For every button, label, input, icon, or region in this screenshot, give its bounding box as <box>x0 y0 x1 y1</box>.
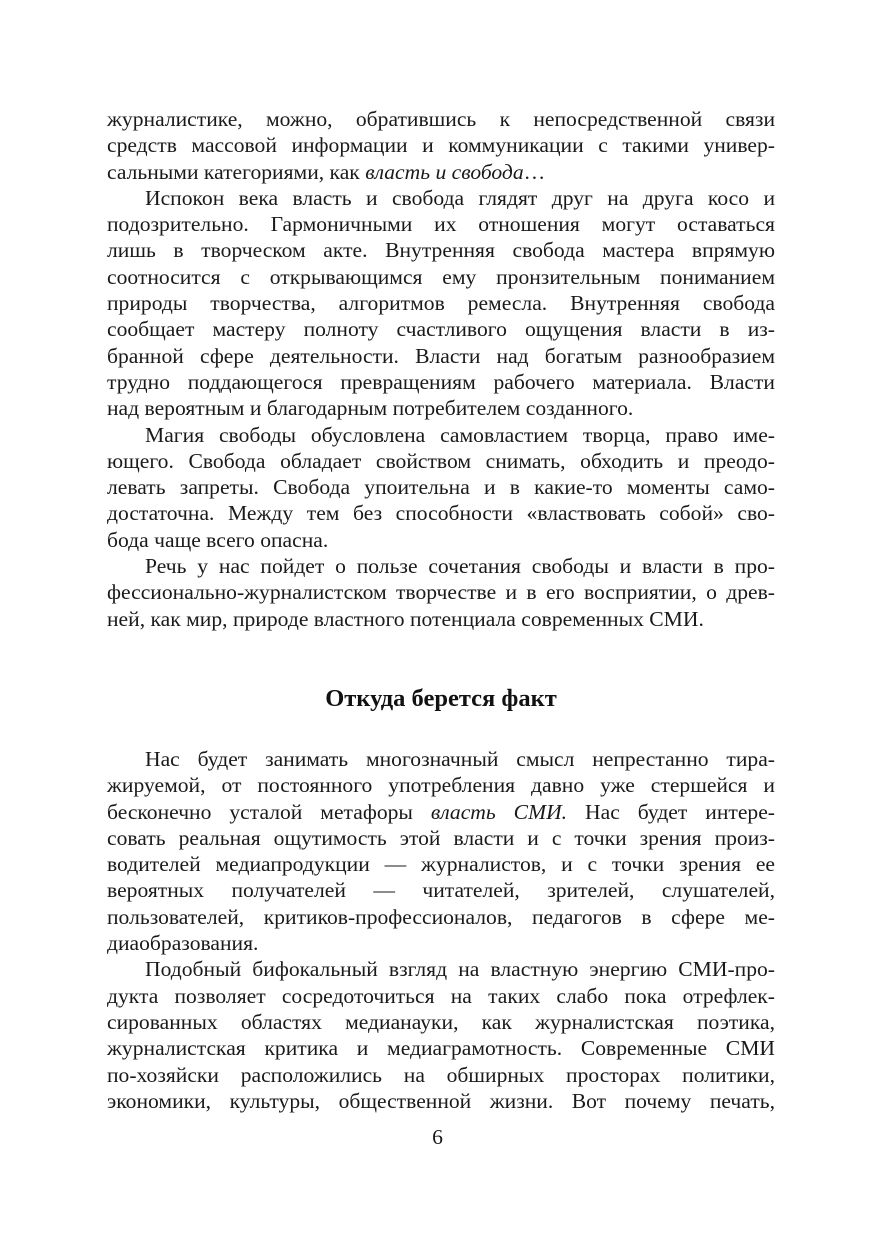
text-line: дукта позволяет сосредоточиться на таких слабо пока отрефлек- <box>107 983 775 1008</box>
italic-phrase: власть и свобода <box>365 159 524 184</box>
text-line: журналистская критика и медиаграмотность. Современные СМИ <box>107 1036 775 1061</box>
text-line: фессионально-журналистском творчестве и в его восприятии, о древ- <box>107 580 775 605</box>
paragraph <box>107 553 775 632</box>
text-line: вероятных получателей — читателей, зрителей, слушателей, <box>107 878 775 903</box>
text-line: диаобразования. <box>107 931 259 956</box>
text-line: природы творчества, алгоритмов ремесла. Внутренняя свобода <box>107 291 775 316</box>
text-fragment: сальными категориями, как <box>107 159 366 184</box>
text-line: сированных областях медианауки, как журналистская поэтика, <box>107 1009 775 1034</box>
text-line: лишь в творческом акте. Внутренняя свобода мастера впрямую <box>107 238 775 263</box>
text-line: ющего. Свобода обладает свойством снимать, обходить и преодо- <box>107 448 775 473</box>
text-line: пользователей, критиков-профессионалов, педагогов в сфере ме- <box>107 904 775 929</box>
text-line: достаточна. Между тем без способности «властвовать собой» сво- <box>107 501 775 526</box>
text-fragment: бесконечно усталой метафоры <box>107 799 431 824</box>
text-line: левать запреты. Свобода упоительна и в какие-то моменты само- <box>107 475 775 500</box>
text-line: бода чаще всего опасна. <box>107 527 329 552</box>
page-number: 6 <box>432 1125 443 1149</box>
text-line: Испокон века власть и свобода глядят друг на друга косо и <box>145 185 775 210</box>
paragraph <box>107 746 775 956</box>
italic-phrase: власть СМИ. <box>430 799 568 824</box>
paragraph <box>107 956 775 1114</box>
text-line: средств массовой информации и коммуникации с такими универ- <box>107 133 775 158</box>
text-line <box>107 159 775 185</box>
text-line: соотносится с открывающимся ему пронзительным пониманием <box>107 264 775 289</box>
book-page <box>107 106 775 1114</box>
text-line: жируемой, от постоянного употребления давно уже стершейся и <box>107 773 775 798</box>
ellipsis: … <box>523 159 546 184</box>
text-line: Подобный бифокальный взгляд на властную энергию СМИ-про- <box>145 957 775 982</box>
text-line: над вероятным и благодарным потребителем созданного. <box>107 396 634 421</box>
section-heading: Откуда берется факт <box>325 684 557 712</box>
text-line <box>107 799 775 825</box>
text-line: журналистике, можно, обратившись к непосредственной связи <box>107 107 775 131</box>
paragraph-continuation <box>107 106 775 185</box>
paragraph <box>107 185 775 422</box>
text-line: трудно поддающегося превращениям рабочего материала. Власти <box>107 369 775 394</box>
text-line: ней, как мир, природе властного потенциала современных СМИ. <box>107 606 704 631</box>
text-line: по-хозяйски расположились на обширных просторах политики, <box>107 1062 775 1087</box>
text-line: совать реальная ощутимость этой власти и с точки зрения произ- <box>107 825 775 850</box>
text-line: водителей медиапродукции — журналистов, и с точки зрения ее <box>107 852 775 877</box>
text-line: Нас будет занимать многозначный смысл непрестанно тира- <box>145 746 775 771</box>
text-fragment: Нас будет интере- <box>567 799 775 824</box>
text-line: сообщает мастеру полноту счастливого ощущения власти в из- <box>107 317 775 342</box>
text-line: Речь у нас пойдет о пользе сочетания свободы и власти в про- <box>145 554 775 579</box>
paragraph <box>107 422 775 553</box>
text-line: подозрительно. Гармоничными их отношения могут оставаться <box>107 212 775 237</box>
text-line: экономики, культуры, общественной жизни. Вот почему печать, <box>107 1088 775 1113</box>
text-line: Магия свободы обусловлена самовластием творца, право име- <box>145 422 775 447</box>
text-line: бранной сфере деятельности. Власти над богатым разнообразием <box>107 343 775 368</box>
